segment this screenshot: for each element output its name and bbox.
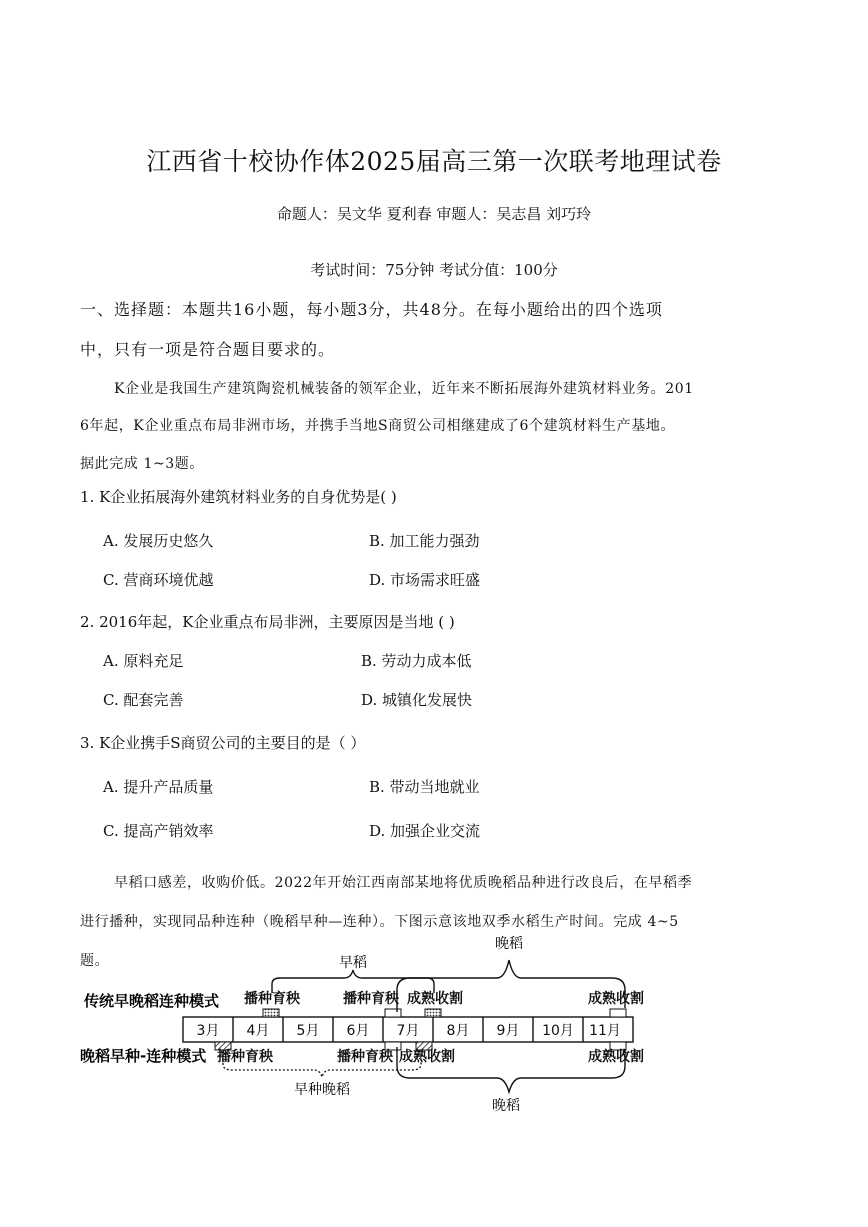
- top-harvest-label-1: 成熟收割: [407, 991, 463, 1007]
- month-label: 10月: [542, 1023, 574, 1039]
- passage2-line2: 进行播种，实现同品种连种（晚稻早种—连种）。下图示意该地双季水稻生产时间。完成 4~5: [80, 914, 679, 930]
- month-label: 9月: [496, 1023, 520, 1039]
- top-sowing-label-2: 播种育秧: [343, 991, 399, 1007]
- traditional-mode-label: 传统早晚稻连种模式: [84, 992, 220, 1010]
- question-1-option-c: C. 营商环境优越: [103, 571, 214, 589]
- passage2-line3: 题。: [80, 953, 110, 969]
- question-2-stem: 2. 2016年起，K企业重点布局非洲，主要原因是当地 ( ): [80, 613, 455, 631]
- passage2-line1: 早稻口感差，收购价低。2022年开始江西南部某地将优质晚稻品种进行改良后，在早稻季: [114, 875, 693, 891]
- question-3-option-b: B. 带动当地就业: [369, 778, 480, 796]
- early-rice-brace: [272, 970, 434, 993]
- passage1-line1: K企业是我国生产建筑陶瓷机械装备的领军企业，近年来不断拓展海外建筑材料业务。201: [114, 381, 694, 397]
- exam-title: 江西省十校协作体2025届高三第一次联考地理试卷: [146, 147, 722, 176]
- question-3-option-c: C. 提高产销效率: [103, 822, 214, 840]
- month-label: 7月: [396, 1023, 420, 1039]
- bottom-sowing-label-2: 播种育秧: [337, 1049, 393, 1065]
- early-planted-late-rice-label: 早种晚稻: [294, 1082, 350, 1098]
- section-heading-line1: 一、选择题：本题共16小题，每小题3分，共48分。在每小题给出的四个选项: [80, 300, 663, 319]
- question-2-option-b: B. 劳动力成本低: [361, 652, 472, 670]
- bottom-harvest-label-2: 成熟收割: [588, 1049, 644, 1065]
- month-label: 8月: [446, 1023, 470, 1039]
- early-rice-brace-label: 早稻: [339, 955, 367, 971]
- top-harvest-marker-1: [385, 1009, 401, 1017]
- bottom-sowing-label-1: 播种育秧: [217, 1049, 273, 1065]
- top-harvest-marker-2: [610, 1009, 626, 1017]
- question-1-option-d: D. 市场需求旺盛: [369, 571, 481, 589]
- question-2-option-c: C. 配套完善: [103, 691, 184, 709]
- question-3-option-a: A. 提升产品质量: [103, 778, 214, 796]
- top-sowing-marker-2: [425, 1009, 441, 1017]
- early-late-mode-label: 晚稻早种-连种模式: [80, 1047, 207, 1065]
- top-sowing-marker-1: [263, 1009, 279, 1017]
- passage1-line2: 6年起，K企业重点布局非洲市场，并携手当地S商贸公司相继建成了6个建筑材料生产基地。: [80, 418, 676, 434]
- exam-info: 考试时间：75分钟 考试分值：100分: [310, 261, 558, 279]
- question-1-stem: 1. K企业拓展海外建筑材料业务的自身优势是( ): [80, 488, 397, 506]
- month-label: 4月: [246, 1023, 270, 1039]
- question-2-option-d: D. 城镇化发展快: [361, 691, 473, 709]
- top-harvest-label-2: 成熟收割: [588, 991, 644, 1007]
- top-sowing-label-1: 播种育秧: [244, 991, 300, 1007]
- question-3-stem: 3. K企业携手S商贸公司的主要目的是（ ）: [80, 734, 366, 752]
- question-1-option-a: A. 发展历史悠久: [103, 532, 214, 550]
- question-2-option-a: A. 原料充足: [103, 652, 184, 670]
- bottom-harvest-label-1: 成熟收割: [399, 1049, 455, 1065]
- month-label: 5月: [296, 1023, 320, 1039]
- passage1-line3: 据此完成 1~3题。: [80, 456, 204, 472]
- question-3-option-d: D. 加强企业交流: [369, 822, 481, 840]
- late-rice-bottom-brace-label: 晚稻: [492, 1098, 520, 1114]
- month-label: 3月: [196, 1023, 220, 1039]
- late-rice-top-brace-label: 晚稻: [495, 936, 523, 952]
- section-heading-line2: 中，只有一项是符合题目要求的。: [80, 340, 336, 359]
- question-1-option-b: B. 加工能力强劲: [369, 532, 480, 550]
- month-label: 11月: [589, 1023, 621, 1039]
- author-line: 命题人：吴文华 夏利春 审题人：吴志昌 刘巧玲: [276, 205, 592, 223]
- month-label: 6月: [346, 1023, 370, 1039]
